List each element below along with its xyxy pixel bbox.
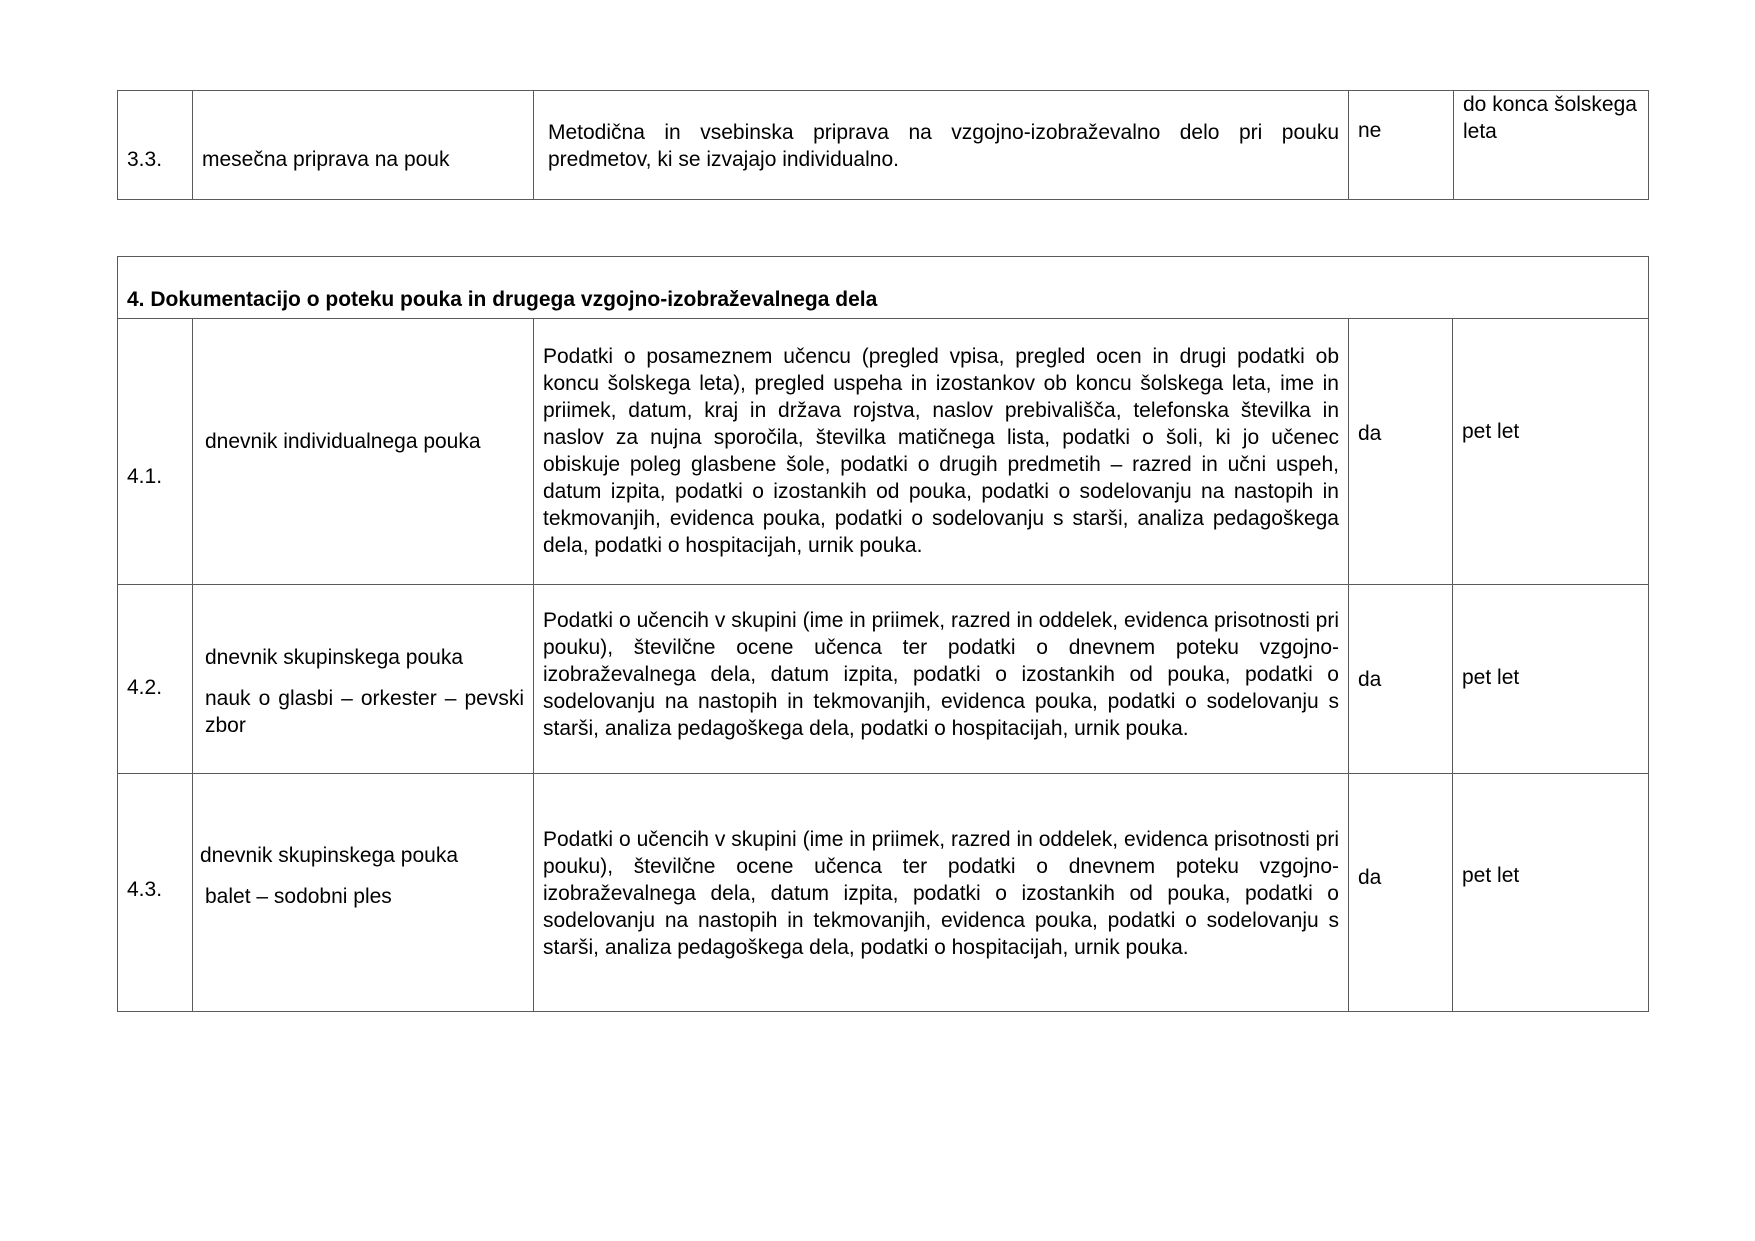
row-number-text: 3.3. <box>127 148 163 171</box>
record-description-text: Podatki o učencih v skupini (ime in priimek, razred in oddelek, evidenca prisotnosti pri pouku), številčne ocene učenca ter podatki o dnevnem poteku vzgojno-izobraževalnega dela, datum izpita, podatki o izostankih od pouka, podatki o sodelovanju na nastopih in tekmovanjih, evidenca pouka, podatki o sodelovanju s starši, analiza pedagoškega dela, podatki o hospitacijah, urnik pouka. <box>543 609 1339 740</box>
record-description <box>534 91 1349 200</box>
row-number <box>118 91 193 200</box>
record-retention <box>1453 319 1649 585</box>
record-subname-text: balet – sodobni ples <box>205 884 392 908</box>
table-row <box>118 774 1649 1012</box>
table-row <box>118 585 1649 774</box>
record-retention <box>1453 774 1649 1012</box>
record-name <box>193 91 534 200</box>
record-name-text: mesečna priprava na pouk <box>202 148 450 171</box>
table-row <box>118 319 1649 585</box>
record-description <box>534 585 1349 774</box>
record-public-flag <box>1349 585 1453 774</box>
row-number <box>118 774 193 1012</box>
row-number <box>118 319 193 585</box>
section-heading-row <box>118 257 1649 319</box>
record-public-flag-text: da <box>1358 422 1382 445</box>
record-name-text: dnevnik individualnega pouka <box>205 430 481 453</box>
record-description <box>534 319 1349 585</box>
record-subname-text: nauk o glasbi – orkester – pevski zbor <box>205 686 524 737</box>
section-heading <box>118 257 1649 319</box>
record-description-text: Metodična in vsebinska priprava na vzgojno-izobraževalno delo pri pouku predmetov, ki se izvajajo individualno. <box>548 121 1339 171</box>
record-name <box>193 319 534 585</box>
record-retention-text: pet let <box>1462 665 1520 689</box>
record-name-text: dnevnik skupinskega pouka <box>205 645 464 669</box>
record-name-text: dnevnik skupinskega pouka <box>200 843 459 867</box>
record-retention-text: pet let <box>1462 864 1520 887</box>
record-name <box>193 774 534 1012</box>
record-public-flag <box>1349 319 1453 585</box>
record-public-flag-text: da <box>1358 866 1382 889</box>
row-number-text: 4.2. <box>127 675 163 699</box>
record-public-flag-text: da <box>1358 667 1382 691</box>
record-description-text: Podatki o učencih v skupini (ime in priimek, razred in oddelek, evidenca prisotnosti pri pouku), številčne ocene učenca ter podatki o dnevnem poteku vzgojno-izobraževalnega dela, datum izpita, podatki o izostankih od pouka, podatki o sodelovanju na nastopih in tekmovanjih, evidenca pouka, podatki o sodelovanju s starši, analiza pedagoškega dela, podatki o hospitacijah, urnik pouka. <box>543 828 1339 959</box>
record-public-flag-text: ne <box>1358 119 1382 142</box>
record-retention <box>1453 585 1649 774</box>
records-table-section-4 <box>117 256 1649 1012</box>
record-retention-text: do konca šolskega leta <box>1463 93 1637 143</box>
record-public-flag <box>1349 774 1453 1012</box>
records-table-continued <box>117 90 1649 200</box>
record-name <box>193 585 534 774</box>
record-retention <box>1454 91 1649 200</box>
row-number-text: 4.1. <box>127 465 163 488</box>
record-public-flag <box>1349 91 1454 200</box>
row-number-text: 4.3. <box>127 878 163 901</box>
table-row <box>118 91 1649 200</box>
record-description-text: Podatki o posameznem učencu (pregled vpisa, pregled ocen in drugi podatki ob koncu šolskega leta), pregled uspeha in izostankov ob koncu šolskega leta, ime in priimek, datum, kraj in država rojstva, naslov prebivališča, telefonska številka in naslov za nujna sporočila, številka matičnega lista, podatki o šoli, ki jo učenec obiskuje poleg glasbene šole, podatki o drugih predmetih – razred in učni uspeh, datum izpita, podatki o izostankih od pouka, podatki o sodelovanju na nastopih in tekmovanjih, evidenca pouka, podatki o sodelovanju s starši, analiza pedagoškega dela, podatki o hospitacijah, urnik pouka. <box>543 345 1339 557</box>
record-description <box>534 774 1349 1012</box>
record-retention-text: pet let <box>1462 420 1520 443</box>
row-number <box>118 585 193 774</box>
section-title: 4. Dokumentacijo o poteku pouka in drugega vzgojno-izobraževalnega dela <box>127 288 878 311</box>
